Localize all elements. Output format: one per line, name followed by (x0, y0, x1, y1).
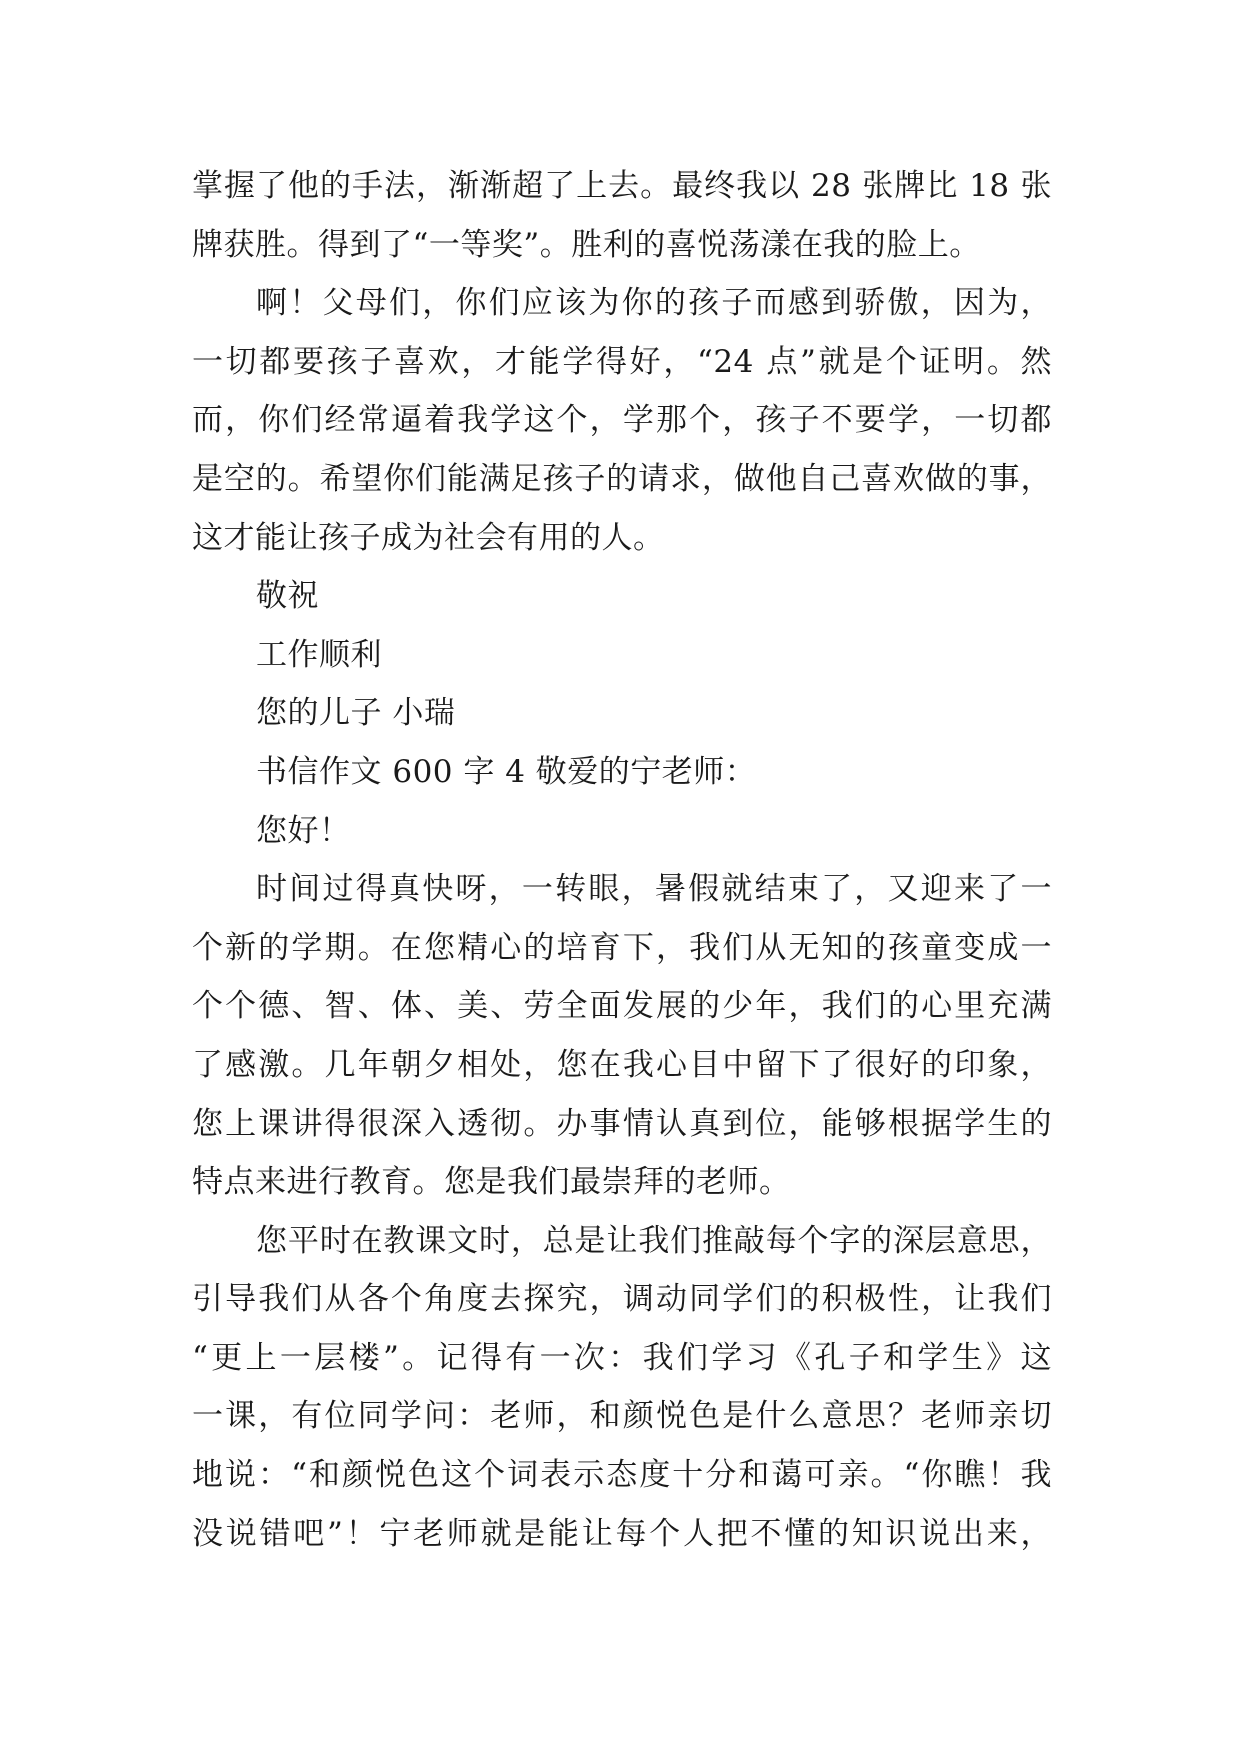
text-line: 地说：“和颜悦色这个词表示态度十分和蔼可亲。“你瞧！我 (192, 1457, 1052, 1494)
letter-body (192, 157, 1052, 1563)
text-line: 您上课讲得很深入透彻。办事情认真到位，能够根据学生的 (192, 1105, 1052, 1142)
paragraph-start: 啊！父母们，你们应该为你的孩子而感到骄傲，因为， (256, 285, 1052, 322)
text-line: 没说错吧”！宁老师就是能让每个人把不懂的知识说出来， (192, 1515, 1052, 1552)
closing-salutation: 敬祝 (256, 578, 319, 615)
text-line: 牌获胜。得到了“一等奖”。胜利的喜悦荡漾在我的脸上。 (192, 226, 981, 263)
text-line: 特点来进行教育。您是我们最崇拜的老师。 (192, 1164, 791, 1201)
paragraph-start: 您平时在教课文时，总是让我们推敲每个字的深层意思， (256, 1222, 1052, 1259)
closing-wish: 工作顺利 (256, 636, 382, 673)
letter-heading: 书信作文 600 字 4 敬爱的宁老师： (256, 753, 757, 790)
text-line: 了感激。几年朝夕相处，您在我心目中留下了很好的印象， (192, 1046, 1052, 1083)
text-line: 一切都要孩子喜欢，才能学得好，“24 点”就是个证明。然 (192, 343, 1052, 380)
paragraph-start: 时间过得真快呀，一转眼，暑假就结束了，又迎来了一 (256, 871, 1052, 908)
text-line: 掌握了他的手法，渐渐超了上去。最终我以 28 张牌比 18 张 (192, 168, 1052, 204)
text-line: 引导我们从各个角度去探究，调动同学们的积极性，让我们 (192, 1281, 1052, 1318)
text-line: 一课，有位同学问：老师，和颜悦色是什么意思？老师亲切 (192, 1398, 1052, 1435)
text-line: 而，你们经常逼着我学这个，学那个，孩子不要学，一切都 (192, 402, 1052, 439)
text-line: 个新的学期。在您精心的培育下，我们从无知的孩童变成一 (192, 929, 1052, 966)
text-line: “更上一层楼”。记得有一次：我们学习《孔子和学生》这 (192, 1339, 1052, 1376)
greeting: 您好！ (256, 812, 351, 849)
text-line: 这才能让孩子成为社会有用的人。 (192, 519, 665, 556)
text-line: 是空的。希望你们能满足孩子的请求，做他自己喜欢做的事， (192, 460, 1052, 497)
text-line: 个个德、智、体、美、劳全面发展的少年，我们的心里充满 (192, 988, 1052, 1025)
signature: 您的儿子 小瑞 (256, 695, 456, 732)
